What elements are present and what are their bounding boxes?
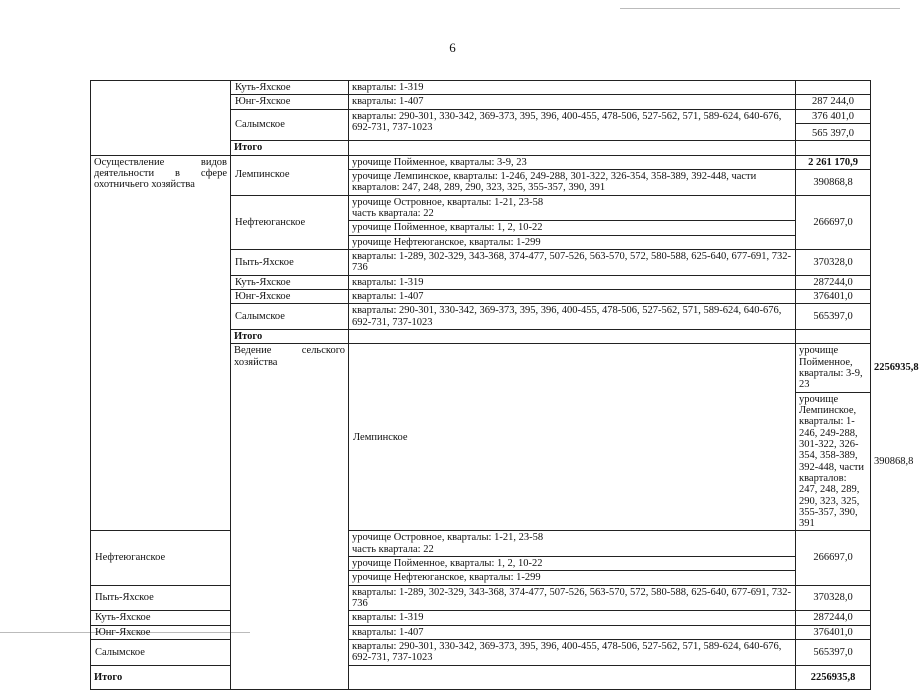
quarters-line: часть квартала: 22 bbox=[352, 543, 434, 555]
page-number: 6 bbox=[449, 40, 456, 55]
table-row bbox=[91, 155, 871, 169]
table-row: урочище Лемпинское, кварталы: 1-246, 249-288, 301-322, 326-354, 358-389, 392-448, части кварталов: 247, 248, 289, 290, 323, 325, 355-357, 390, 391 390868,8 bbox=[91, 392, 871, 531]
total-row bbox=[91, 665, 871, 689]
quarters-cell: кварталы: 1-319 bbox=[349, 275, 796, 289]
quarters-cell: кварталы: 290-301, 330-342, 369-373, 395, 396, 400-455, 478-506, 527-562, 571, 589-624, 640-676, 692-731, 737-1023 bbox=[349, 640, 796, 666]
quarters-cell: кварталы: 1-407 bbox=[349, 625, 796, 639]
total-label: Итого bbox=[91, 665, 231, 689]
quarters-cell: урочище Пойменное, кварталы: 3-9, 23 bbox=[796, 344, 871, 392]
district-cell: Салымское bbox=[231, 109, 349, 141]
total-value: 2256935,8 bbox=[796, 665, 871, 689]
quarters-cell: кварталы: 1-289, 302-329, 343-368, 374-477, 507-526, 563-570, 572, 580-588, 625-640, 677-691, 732-736 bbox=[349, 249, 796, 275]
district-cell: Нефтеюганское bbox=[231, 195, 349, 249]
scan-artifact-top bbox=[620, 8, 900, 9]
table-row bbox=[91, 585, 871, 611]
district-cell: Лемпинское bbox=[231, 155, 349, 195]
district-cell: Пыть-Яхское bbox=[91, 585, 231, 611]
land-use-table bbox=[90, 80, 919, 690]
quarters-cell: урочище Пойменное, кварталы: 3-9, 23 bbox=[349, 155, 796, 169]
quarters-cell: урочище Пойменное, кварталы: 1, 2, 10-22 bbox=[349, 557, 796, 571]
table-row bbox=[91, 625, 871, 639]
district-cell: Куть-Яхское bbox=[231, 275, 349, 289]
total-empty bbox=[349, 141, 796, 155]
value-cell: 266697,0 bbox=[796, 195, 871, 249]
document-table-container bbox=[90, 80, 919, 690]
quarters-cell: урочище Нефтеюганское, кварталы: 1-299 bbox=[349, 235, 796, 249]
value-line: 376 401,0 bbox=[796, 110, 870, 124]
section-cell-empty bbox=[91, 81, 231, 156]
total-label: Итого bbox=[231, 141, 349, 155]
table-row bbox=[91, 611, 871, 625]
quarters-cell: кварталы: 1-407 bbox=[349, 289, 796, 303]
total-empty bbox=[349, 665, 796, 689]
table-row bbox=[91, 531, 871, 557]
value-cell bbox=[796, 81, 871, 95]
section-name: Осуществление видов деятельности в сфере охотничьего хозяйства bbox=[91, 155, 231, 531]
district-cell: Лемпинское bbox=[349, 344, 796, 531]
quarters-cell: урочище Пойменное, кварталы: 1, 2, 10-22 bbox=[349, 221, 796, 235]
value-cell: 565397,0 bbox=[796, 304, 871, 330]
district-cell: Нефтеюганское bbox=[91, 531, 231, 585]
district-cell: Пыть-Яхское bbox=[231, 249, 349, 275]
section-name: Ведение сельского хозяйства bbox=[231, 344, 349, 690]
quarters-line: часть квартала: 22 bbox=[352, 207, 434, 219]
total-label: Итого bbox=[231, 329, 349, 343]
quarters-cell: кварталы: 290-301, 330-342, 369-373, 395, 396, 400-455, 478-506, 527-562, 571, 589-624, 640-676, 692-731, 737-1023 bbox=[349, 304, 796, 330]
district-cell: Юнг-Яхское bbox=[231, 95, 349, 109]
value-cell: 376401,0 bbox=[796, 289, 871, 303]
district-cell: Юнг-Яхское bbox=[91, 625, 231, 639]
value-cell: 287 244,0 bbox=[796, 95, 871, 109]
quarters-cell bbox=[349, 195, 796, 221]
value-cell: 376401,0 bbox=[796, 625, 871, 639]
quarters-line: урочище Островное, кварталы: 1-21, 23-58 bbox=[352, 532, 544, 544]
quarters-cell: кварталы: 290-301, 330-342, 369-373, 395, 396, 400-455, 478-506, 527-562, 571, 589-624, 640-676, 692-731, 737-1023 bbox=[349, 109, 796, 141]
table-row bbox=[91, 81, 871, 95]
quarters-cell: кварталы: 1-407 bbox=[349, 95, 796, 109]
table-row: Ведение сельского хозяйства Лемпинское урочище Пойменное, кварталы: 3-9, 23 2256935,8 bbox=[91, 344, 871, 392]
total-value bbox=[796, 141, 871, 155]
total-empty bbox=[349, 329, 796, 343]
value-cell bbox=[796, 109, 871, 141]
value-cell: 287244,0 bbox=[796, 275, 871, 289]
value-cell: 266697,0 bbox=[796, 531, 871, 585]
table-row bbox=[91, 640, 871, 666]
quarters-cell: урочище Нефтеюганское, кварталы: 1-299 bbox=[349, 571, 796, 585]
section-total: 2 261 170,9 bbox=[796, 155, 871, 169]
district-cell: Салымское bbox=[91, 640, 231, 666]
value-cell: 390868,8 bbox=[796, 169, 871, 195]
district-cell: Куть-Яхское bbox=[231, 81, 349, 95]
quarters-cell: урочище Лемпинское, кварталы: 1-246, 249-288, 301-322, 326-354, 358-389, 392-448, части кварталов: 247, 248, 289, 290, 323, 325, 355-357, 390, 391 bbox=[796, 392, 871, 531]
district-cell: Юнг-Яхское bbox=[231, 289, 349, 303]
value-line: 565 397,0 bbox=[812, 127, 854, 139]
district-cell: Салымское bbox=[231, 304, 349, 330]
quarters-cell: кварталы: 1-289, 302-329, 343-368, 374-477, 507-526, 563-570, 572, 580-588, 625-640, 677-691, 732-736 bbox=[349, 585, 796, 611]
quarters-cell bbox=[349, 531, 796, 557]
quarters-line: урочище Островное, кварталы: 1-21, 23-58 bbox=[352, 196, 544, 208]
district-cell: Куть-Яхское bbox=[91, 611, 231, 625]
value-cell: 370328,0 bbox=[796, 249, 871, 275]
value-cell: 287244,0 bbox=[796, 611, 871, 625]
quarters-cell: урочище Лемпинское, кварталы: 1-246, 249-288, 301-322, 326-354, 358-389, 392-448, части кварталов: 247, 248, 289, 290, 323, 325, 355-357, 390, 391 bbox=[349, 169, 796, 195]
quarters-cell: кварталы: 1-319 bbox=[349, 81, 796, 95]
total-value bbox=[796, 329, 871, 343]
value-cell: 565397,0 bbox=[796, 640, 871, 666]
value-cell: 370328,0 bbox=[796, 585, 871, 611]
quarters-cell: кварталы: 1-319 bbox=[349, 611, 796, 625]
